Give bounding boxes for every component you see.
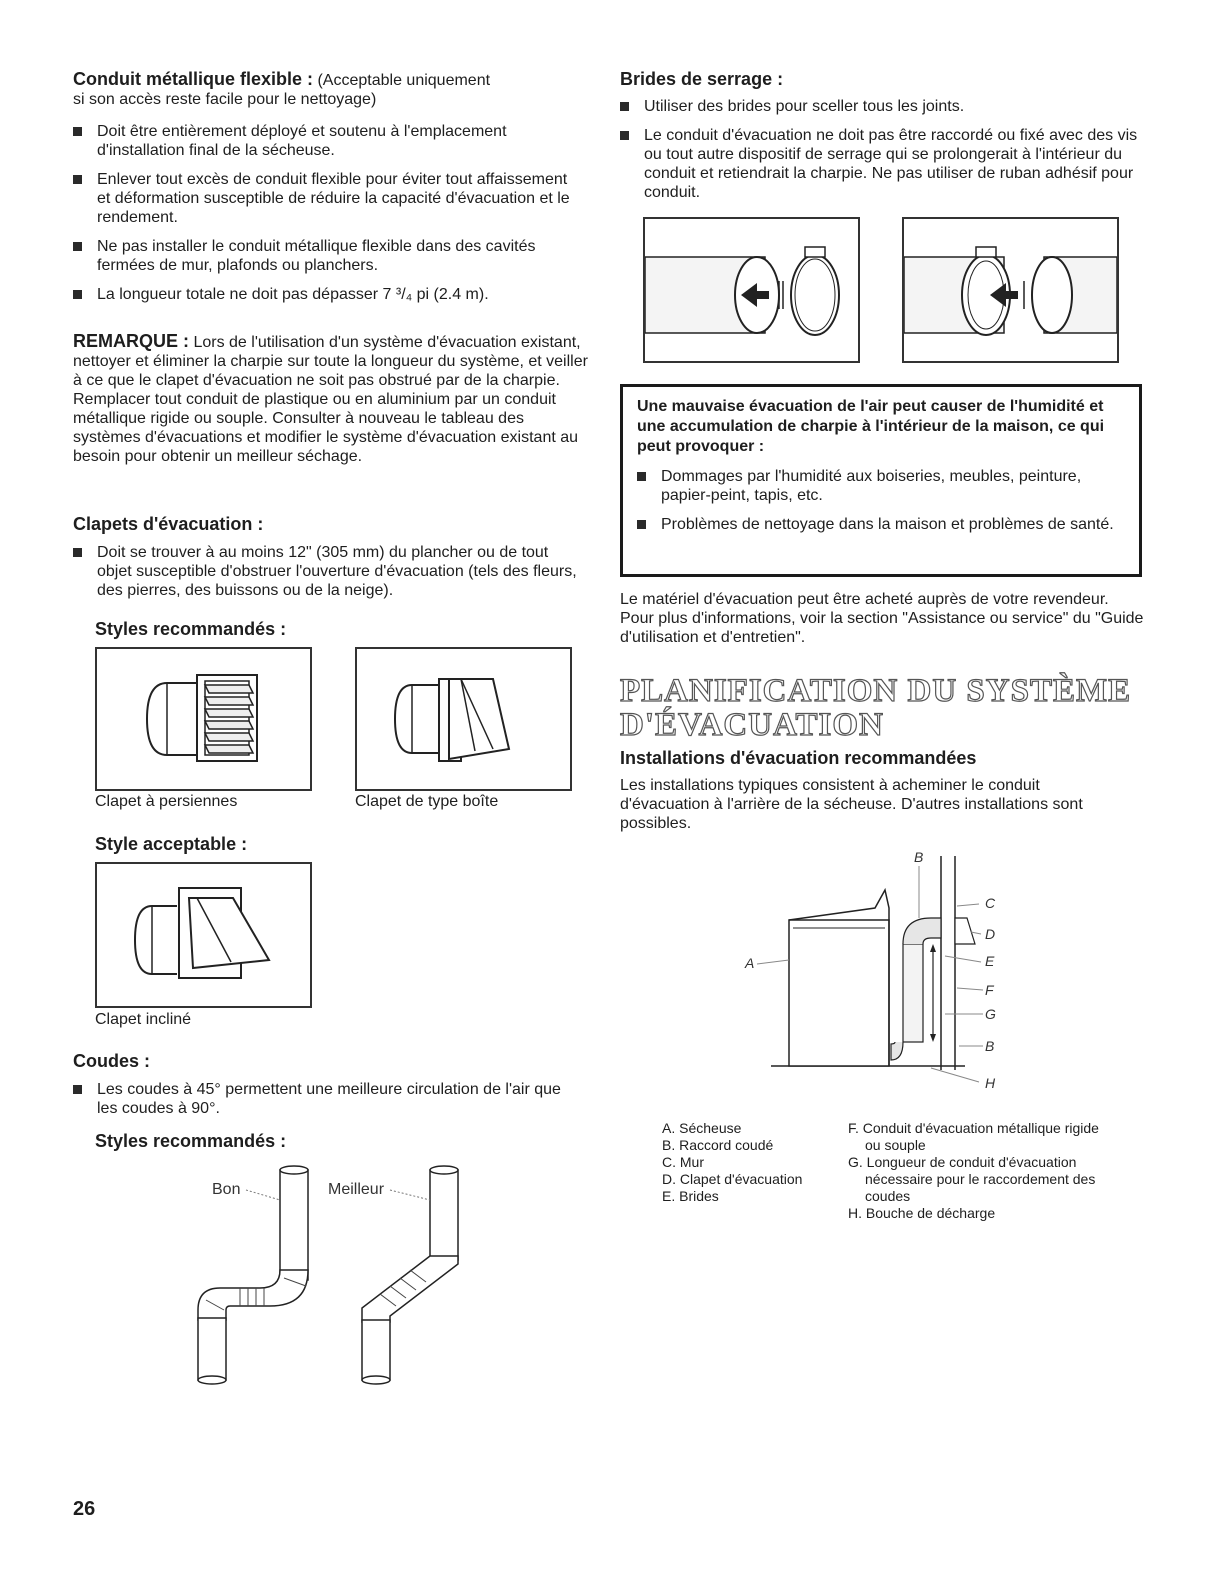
diagram-legend-left: [662, 1120, 842, 1205]
coudes-bullets: [73, 1080, 583, 1128]
legend-item: ou souple: [865, 1137, 926, 1153]
label-bon: Bon: [212, 1181, 241, 1198]
warning-bullets: [637, 467, 1131, 534]
louvered-vent-figure: [95, 647, 312, 791]
page-number: 26: [73, 1498, 96, 1520]
flex-bullets: [73, 122, 583, 314]
flex-section: [73, 70, 593, 109]
legend-item: H. Bouche de décharge: [848, 1205, 996, 1221]
warning-box: [620, 384, 1142, 577]
installations-text: Les installations typiques consistent à acheminer le conduit d'évacuation à l'arrière de la sécheuse. D'autres installations sont possibles.: [620, 777, 1083, 832]
flex-title: Conduit métallique flexible :: [73, 69, 314, 89]
label-meilleur: Meilleur: [328, 1181, 385, 1198]
brides-bullets: [620, 97, 1145, 212]
diagram-legend-right: [848, 1120, 1148, 1222]
caption-incline: Clapet incliné: [95, 1011, 192, 1028]
materiel-paragraph: Le matériel d'évacuation peut être acheté auprès de votre revendeur. Pour plus d'informations, voir la section "Assistance ou service" du "Guide d'utilisation et d'entretien".: [620, 591, 1144, 646]
clapets-title: Clapets d'évacuation :: [73, 514, 264, 534]
elbows-figure: [180, 1160, 480, 1392]
caption-persiennes: Clapet à persiennes: [95, 793, 238, 810]
legend-item: coudes: [865, 1188, 911, 1204]
planification-line1: PLANIFICATION DU SYSTÈME: [620, 673, 1132, 709]
diagram-label-f: F: [985, 982, 994, 998]
diagram-label-g: G: [985, 1006, 996, 1022]
clamp-figure-1: [643, 217, 860, 363]
list-item: La longueur totale ne doit pas dépasser 7 ³/₄ pi (2.4 m).: [73, 285, 583, 304]
planification-line2: D'ÉVACUATION: [620, 707, 884, 743]
styles-recommandes-title: Styles recommandés :: [95, 619, 287, 639]
brides-title: Brides de serrage :: [620, 69, 784, 89]
coudes-styles-title: Styles recommandés :: [95, 1131, 287, 1151]
remarque-text: Lors de l'utilisation d'un système d'évacuation existant, nettoyer et éliminer la charpie sur toute la longueur du système, et veiller à ce que le clapet d'évacuation ne soit pas obstrué par de la charpie. Remplacer tout conduit de plastique ou en aluminium par un conduit métallique rigide ou souple. Consulter à nouveau le tableau des systèmes d'évacuations et modifier le système d'évacuation existant au besoin pour obtenir un meilleur séchage.: [73, 334, 588, 465]
flex-line2: si son accès reste facile pour le nettoyage): [73, 91, 377, 108]
installations-title: Installations d'évacuation recommandées: [620, 748, 977, 768]
list-item: Enlever tout excès de conduit flexible pour éviter tout affaissement et déformation susceptible de réduire la capacité d'évacuation et le rendement.: [73, 170, 583, 227]
legend-item: nécessaire pour le raccordement des: [865, 1171, 1096, 1187]
diagram-label-c: C: [985, 895, 996, 911]
legend-item: F. Conduit d'évacuation métallique rigide: [848, 1120, 1099, 1136]
diagram-label-b-bottom: B: [985, 1038, 995, 1054]
caption-boite: Clapet de type boîte: [355, 793, 499, 810]
inclined-vent-figure: [95, 862, 312, 1008]
list-item: Problèmes de nettoyage dans la maison et problèmes de santé.: [637, 515, 1131, 534]
box-vent-figure: [355, 647, 572, 791]
legend-item: C. Mur: [662, 1154, 704, 1170]
flex-title-note: (Acceptable uniquement: [313, 72, 491, 89]
warning-title: Une mauvaise évacuation de l'air peut causer de l'humidité et une accumulation de charpie à l'intérieur de la maison, ce qui peut provoquer :: [637, 398, 1105, 455]
diagram-label-b-top: B: [914, 849, 924, 865]
planification-heading: [620, 674, 1180, 742]
list-item: Ne pas installer le conduit métallique flexible dans des cavités fermées de mur, plafonds ou planchers.: [73, 237, 583, 275]
legend-item: D. Clapet d'évacuation: [662, 1171, 803, 1187]
list-item: Doit se trouver à au moins 12" (305 mm) du plancher ou de tout objet susceptible d'obstruer l'ouverture d'évacuation (tels des fleurs, des pierres, des buissons ou de la neige).: [73, 543, 583, 600]
coudes-title: Coudes :: [73, 1051, 151, 1071]
remarque-paragraph: [73, 332, 588, 466]
legend-item: E. Brides: [662, 1188, 719, 1204]
legend-item: B. Raccord coudé: [662, 1137, 774, 1153]
diagram-label-e: E: [985, 953, 995, 969]
style-acceptable-title: Style acceptable :: [95, 834, 248, 854]
remarque-label: REMARQUE :: [73, 331, 189, 351]
clamp-figure-2: [902, 217, 1119, 363]
list-item: Les coudes à 45° permettent une meilleure circulation de l'air que les coudes à 90°.: [73, 1080, 583, 1118]
flex-heading: [73, 70, 593, 90]
list-item: Dommages par l'humidité aux boiseries, meubles, peinture, papier-peint, tapis, etc.: [637, 467, 1131, 505]
diagram-label-h: H: [985, 1075, 996, 1091]
diagram-label-d: D: [985, 926, 996, 942]
legend-item: A. Sécheuse: [662, 1120, 742, 1136]
list-item: Utiliser des brides pour sceller tous les joints.: [620, 97, 1145, 116]
diagram-label-a: A: [745, 955, 755, 971]
clapets-bullets: [73, 543, 583, 610]
legend-item: G. Longueur de conduit d'évacuation: [848, 1154, 1077, 1170]
list-item: Doit être entièrement déployé et soutenu à l'emplacement d'installation final de la sécheuse.: [73, 122, 583, 160]
list-item: Le conduit d'évacuation ne doit pas être raccordé ou fixé avec des vis ou tout autre dispositif de serrage qui se prolongerait à l'intérieur du conduit et retiendrait la charpie. Ne pas utiliser de ruban adhésif pour conduit.: [620, 126, 1145, 202]
installation-diagram: [735, 848, 1015, 1098]
